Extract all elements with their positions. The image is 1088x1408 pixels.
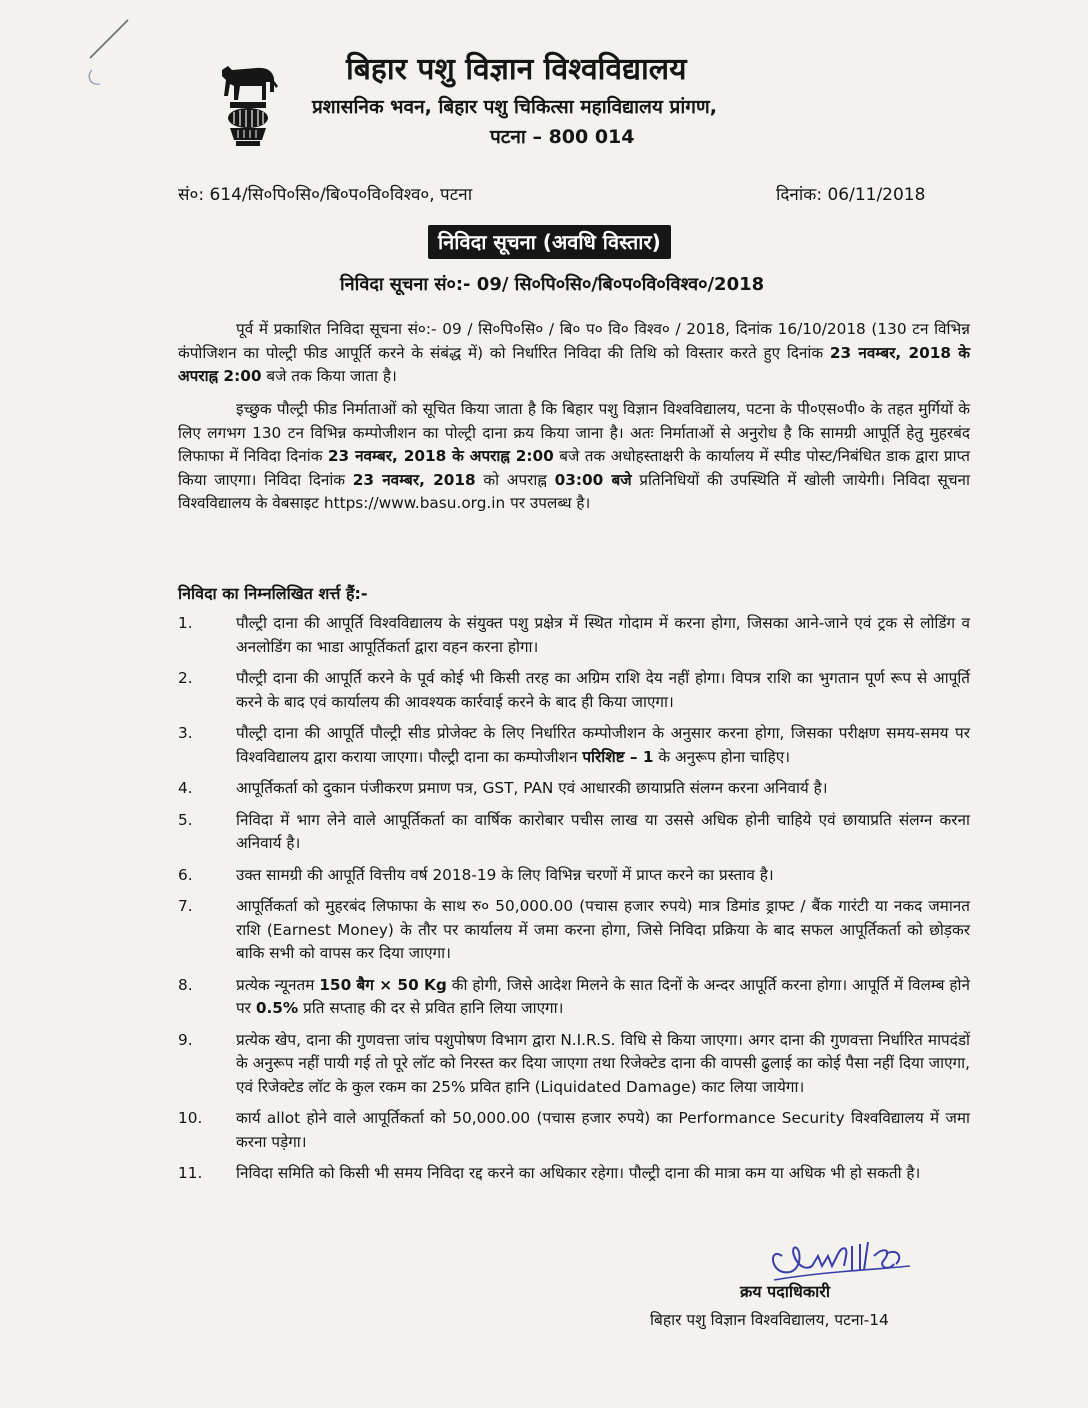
university-emblem-icon: [216, 56, 280, 148]
conditions-heading: निविदा का निम्नलिखित शर्त्त हैं:-: [178, 584, 368, 603]
paragraph-bold-text: 03:00 बजे: [554, 470, 632, 489]
condition-text: पौल्ट्री दाना की आपूर्ति विश्वविद्यालय के संयुक्त पशु प्रक्षेत्र में स्थित गोदाम में करना होगा, जिसका आने-जाने एवं ट्रक से लोडिंग व अनलोडिंग का भाडा आपूर्तिकर्ता द्वारा वहन करना होगा।: [236, 614, 970, 656]
condition-text: पौल्ट्री दाना की आपूर्ति पौल्ट्री सीड प्रोजेक्ट के लिए निर्धारित कम्पोजीशन के अनुसार करना होगा, जिसका परीक्षण समय-समय पर विश्वविद्यालय द्वारा कराया जाएगा। पौल्ट्री दाना का कम्पोजीशन: [236, 724, 970, 766]
paragraph-bold-text: 23 नवम्बर, 2018 के अपराह्न 2:00: [178, 343, 971, 385]
condition-number: 10.: [178, 1109, 203, 1127]
condition-text: प्रत्येक न्यूनतम: [236, 975, 320, 994]
reference-number: सं०: 614/सि०पि०सि०/बि०प०वि०विश्व०, पटना: [178, 185, 473, 205]
condition-number: 5.: [178, 810, 193, 829]
condition-item: [178, 1029, 970, 1100]
condition-item: [178, 612, 970, 659]
condition-number: 11.: [178, 1164, 203, 1182]
paragraph-text: को अपराह्न: [475, 470, 555, 489]
condition-text: प्रति सप्ताह की दर से प्रवित हानि लिया जाएगा।: [298, 999, 564, 1017]
condition-item: [178, 895, 970, 966]
condition-item: [178, 722, 970, 769]
condition-number: 6.: [178, 865, 193, 884]
condition-text: आपूर्तिकर्ता को दुकान पंजीकरण प्रमाण पत्र, GST, PAN एवं आधारकी छायाप्रति संलग्न करना अनिवार्य है।: [236, 779, 828, 797]
university-city: पटना – 800 014: [490, 126, 635, 148]
university-address: प्रशासनिक भवन, बिहार पशु चिकित्सा महाविद्यालय प्रांगण,: [312, 96, 717, 118]
condition-number: 1.: [178, 614, 193, 632]
condition-text: कार्य allot होने वाले आपूर्तिकर्ता को 50,000.00 (पचास हजार रुपये) का Performance Security विश्वविद्यालय में जमा करना पड़ेगा।: [236, 1109, 970, 1151]
paragraph-text: इच्छुक पौल्ट्री फीड निर्माताओं को सूचित किया जाता है कि बिहार पशु विज्ञान विश्वविद्यालय, पटना के पी०एस०पी० के तहत मुर्गियों के लिए लगभग 130 टन विभिन्न कम्पोजीशन का पोल्ट्री दाना क्रय किया जाना है। अतः निर्माताओं से अनुरोध है कि सामग्री आपूर्ति हेतु मुहरबंद लिफाफा में निविदा दिनांक: [178, 400, 970, 465]
condition-number: 2.: [178, 669, 193, 687]
notice-title: निविदा सूचना (अवधि विस्तार): [428, 225, 671, 259]
condition-item: [178, 974, 970, 1021]
signatory-organization: बिहार पशु विज्ञान विश्वविद्यालय, पटना-14: [650, 1311, 889, 1329]
condition-item: [178, 667, 970, 714]
paragraph-text: प्रतिनिधियों की उपस्थिति में खोली जायेगी। निविदा सूचना विश्वविद्यालय के वेबसाइट https://www.basu.org.in पर उपलब्ध है।: [178, 470, 970, 512]
condition-text: प्रत्येक खेप, दाना की गुणवत्ता जांच पशुपोषण विभाग द्वारा N.I.R.S. विधि से किया जाएगा। अगर दाना की गुणवत्ता निर्धारित मापदंडों के अनुरूप नहीं पायी गई तो पूरे लॉट को निरस्त कर दिया जाएगा तथा रिजेक्टेड दाना की वापसी ढुलाई का कोई पैसा नहीं दिया जाएगा, एवं रिजेक्टेड लॉट के कुल रकम का 25% प्रवित हानि (Liquidated Damage) काट लिया जायेगा।: [236, 1030, 970, 1096]
paragraph-text: पूर्व में प्रकाशित निविदा सूचना सं०:- 09 / सि०पि०सि० / बि० प० वि० विश्व० / 2018, दिनांक 16/10/2018 (130 टन विभिन्न कंपोजिशन का पोल्ट्री फीड आपूर्ति करने के संबंद्ध में) को निर्धारित निविदा की तिथि को विस्तार करते हुए दिनांक: [178, 320, 970, 362]
condition-text: आपूर्तिकर्ता को मुहरबंद लिफाफा के साथ रु० 50,000.00 (पचास हजार रुपये) मात्र डिमांड ड्राफ्ट / बैंक गारंटी या नकद जमानत राशि (Earnest Money) के तौर पर कार्यालय में जमा करना होगा, जिसे निविदा प्रक्रिया के बाद सफल आपूर्तिकर्ता को छोड़कर बाकि सभी को वापस कर दिया जाएगा।: [236, 897, 970, 962]
condition-number: 7.: [178, 897, 193, 915]
condition-item: [178, 1162, 970, 1186]
condition-text: उक्त सामग्री की आपूर्ति वित्तीय वर्ष 2018-19 के लिए विभिन्न चरणों में प्राप्त करने का प्रस्ताव है।: [236, 865, 774, 884]
condition-number: 8.: [178, 975, 193, 994]
pen-mark: [84, 18, 130, 88]
condition-number: 9.: [178, 1030, 193, 1049]
condition-bold-text: 150 बैग × 50 Kg: [319, 975, 447, 994]
paragraph-bold-text: 23 नवम्बर, 2018 के अपराह्न 2:00: [327, 447, 554, 465]
university-name: बिहार पशु विज्ञान विश्वविद्यालय: [346, 52, 687, 87]
condition-bold-text: परिशिष्ट – 1: [582, 747, 654, 766]
condition-item: [178, 777, 970, 801]
paragraph-invitation: [178, 398, 970, 516]
condition-item: [178, 864, 970, 888]
condition-text: पौल्ट्री दाना की आपूर्ति करने के पूर्व कोई भी किसी तरह का अग्रिम राशि देय नहीं होगा। विपत्र राशि का भुगतान पूर्ण रूप से आपूर्ति करने के बाद एवं कार्यालय की आवश्यक कार्रवाई करने के बाद ही किया जाएगा।: [236, 669, 970, 711]
condition-text: निविदा में भाग लेने वाले आपूर्तिकर्ता का वार्षिक कारोबार पचीस लाख या उससे अधिक होनी चाहिये एवं छायाप्रति संलग्न करना अनिवार्य है।: [236, 810, 970, 852]
condition-bold-text: 0.5%: [255, 999, 299, 1017]
condition-item: [178, 1107, 970, 1154]
paragraph-text: बजे तक अधोहस्ताक्षरी के कार्यालय में स्पीड पोस्ट/निबंधित डाक द्वारा प्राप्त किया जाएगा। निविदा दिनांक: [178, 447, 970, 489]
condition-text: निविदा समिति को किसी भी समय निविदा रद्द करने का अधिकार रहेगा। पौल्ट्री दाना की मात्रा कम या अधिक भी हो सकती है।: [236, 1164, 921, 1182]
reference-date: दिनांक: 06/11/2018: [776, 185, 926, 205]
notice-number: निविदा सूचना सं०:- 09/ सि०पि०सि०/बि०प०वि०विश्व०/2018: [340, 274, 765, 295]
condition-number: 4.: [178, 779, 193, 797]
paragraph-extension: [178, 318, 970, 389]
signatory-designation: क्रय पदाधिकारी: [740, 1282, 830, 1301]
condition-item: [178, 809, 970, 856]
condition-text: के अनुरूप होना चाहिए।: [653, 747, 790, 766]
paragraph-bold-text: 23 नवम्बर, 2018: [352, 470, 476, 489]
paragraph-text: बजे तक किया जाता है।: [261, 367, 397, 385]
condition-text: की होगी, जिसे आदेश मिलने के सात दिनों के अन्दर आपूर्ति करना होगा। आपूर्ति में विलम्ब होने पर: [236, 975, 970, 1017]
condition-number: 3.: [178, 724, 193, 742]
conditions-list: [178, 612, 970, 1194]
